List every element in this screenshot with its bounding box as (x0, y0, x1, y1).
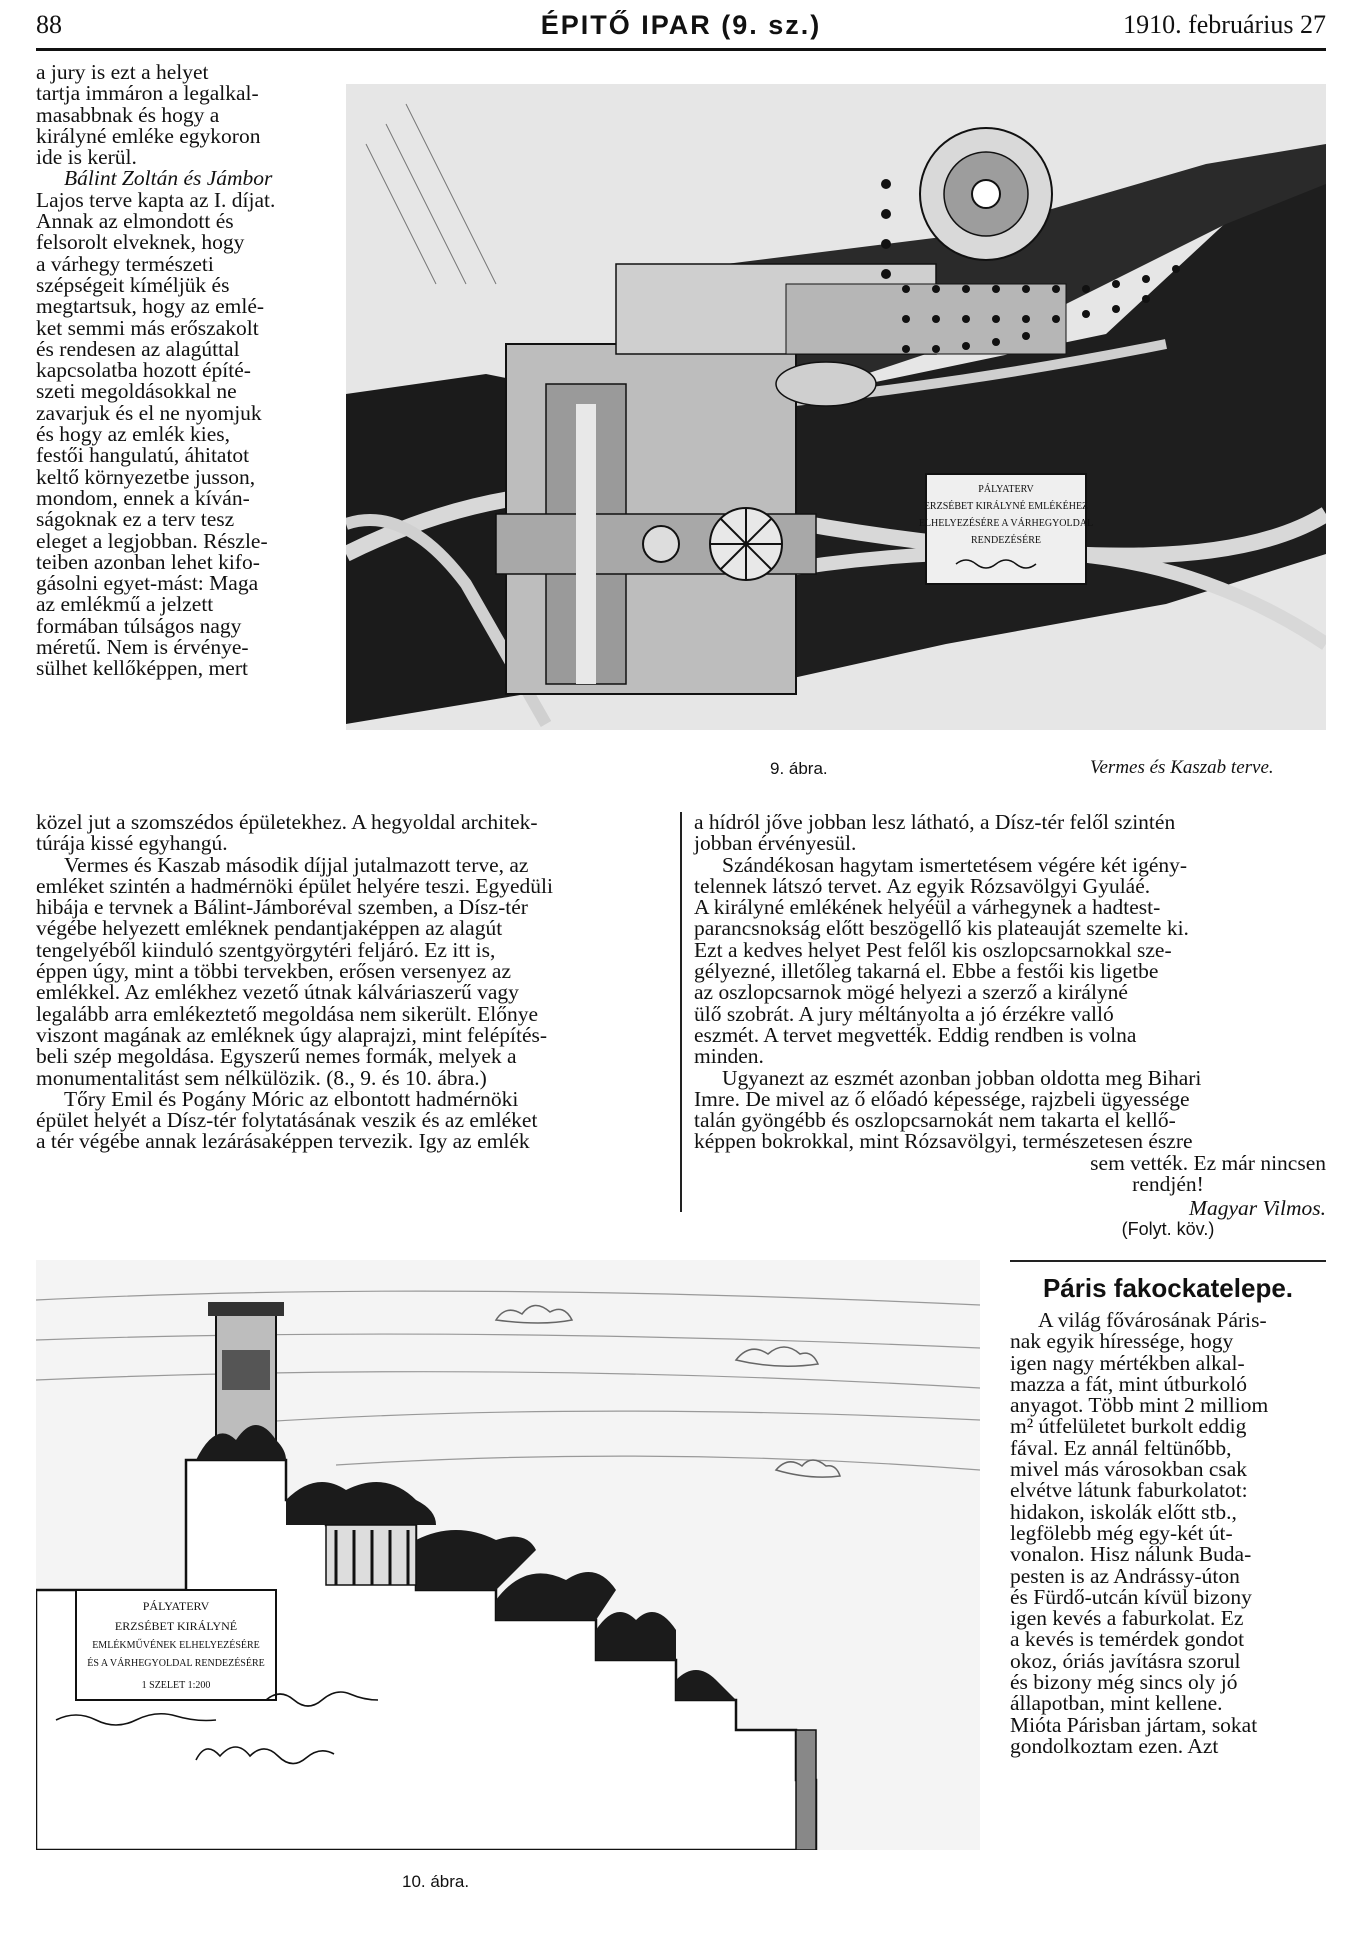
text-line: vonalon. Hisz nálunk Buda- (1010, 1542, 1252, 1567)
site-plan-drawing (346, 84, 1326, 730)
article-title: Páris fakockatelepe. (1042, 1273, 1294, 1303)
text-line: a jury is ezt a helyet (36, 60, 209, 84)
elevation-drawing (36, 1260, 980, 1850)
text-line: a várhegy természeti (36, 251, 214, 276)
text-line: A királyné emlékének helyéül a várhegynek a hadtest- (694, 895, 1161, 920)
text-line: megtartsuk, hogy az emlé- (36, 294, 265, 319)
text-line: szeti megoldásokkal ne (36, 379, 237, 404)
text-line: eleget a legjobban. Részle- (36, 528, 268, 553)
text-line: mazza a fát, mint útburkoló (1010, 1371, 1248, 1396)
text-line: Vermes és Kaszab második díjjal jutalmazott terve, az (64, 852, 529, 877)
paris-article-body (1010, 1310, 1326, 1757)
text-line: hibája e tervnek a Bálint-Jámboréval szemben, a Dísz-tér (36, 895, 528, 920)
text-line: a tér végébe annak lezárásaképpen tervezik. Igy az emlék (36, 1129, 530, 1154)
figure-10-number: 10. ábra. (402, 1872, 470, 1891)
text-line: kapcsolatba hozott építé- (36, 358, 251, 383)
author-signature: Magyar Vilmos. (1189, 1195, 1326, 1220)
text-line: m² útfelületet burkolt eddig (1010, 1414, 1247, 1439)
text-line: Ugyanezt az eszmét azonban jobban oldotta meg Bihari (722, 1065, 1202, 1090)
text-line: viszont magának az emléknek úgy alaprajzi, mint felépítés- (36, 1022, 548, 1047)
text-line: ide is kerül. (36, 145, 137, 170)
text-line: sülhet kellőképpen, mert (36, 656, 248, 681)
left-column-wide (36, 812, 668, 1153)
text-line: keltő környezetbe jusson, (36, 464, 256, 489)
text-line: nak egyik híressége, hogy (1010, 1329, 1234, 1354)
text-line: tengelyéből kiinduló szentgyörgytéri feljáró. Ez itt is, (36, 937, 496, 962)
text-line: közel jut a szomszédos épületekhez. A hegyoldal architek- (36, 810, 538, 834)
text-line: formában túlságos nagy (36, 613, 242, 638)
text-line: rendjén! (1132, 1172, 1204, 1197)
text-line: felsorolt elveknek, hogy (36, 230, 245, 255)
text-line: és hogy az emlék kies, (36, 422, 231, 447)
text-line: igen kevés a faburkolat. Ez (1010, 1606, 1244, 1631)
figure-10-elevation (36, 1260, 980, 1850)
text-line: zavarjuk és el ne nyomjuk (36, 400, 262, 425)
text-line: éppen úgy, mint a többi tervekben, erősen versenyez az (36, 959, 512, 984)
text-line: Tőry Emil és Pogány Móric az elbontott hadmérnöki (64, 1086, 519, 1111)
right-column-end (1010, 1153, 1326, 1240)
plan-label-line: ERZSÉBET KIRÁLYNÉ EMLÉKÉHEZ (923, 501, 1089, 512)
text-line: legfölebb még egy-két út- (1010, 1520, 1233, 1545)
elevation-label-line: EMLÉKMŰVÉNEK ELHELYEZÉSÉRE (92, 1640, 260, 1651)
text-line: tartja immáron a legalkal- (36, 81, 259, 106)
text-line: Annak az elmondott és (36, 209, 234, 234)
text-line: Lajos terve kapta az I. díjat. (36, 187, 276, 212)
text-line: masabbnak és hogy a (36, 102, 220, 127)
text-line: az oszlopcsarnok mögé helyezi a szerző a királyné (694, 980, 1128, 1005)
text-line: hidakon, iskolák előtt stb., (1010, 1499, 1237, 1524)
text-line: és bizony még sincs oly jó (1010, 1670, 1238, 1695)
plan-label-line: RENDEZÉSÉRE (971, 535, 1041, 546)
journal-title: ÉPITŐ IPAR (9. sz.) (540, 10, 822, 40)
text-line: Ezt a kedves helyet Pest felől kis oszlopcsarnokkal sze- (694, 937, 1172, 962)
header-rule (36, 48, 1326, 51)
figure-9-number: 9. ábra. (770, 759, 828, 778)
text-line: ságoknak ez a terv tesz (36, 507, 235, 532)
left-column-narrow (36, 62, 310, 680)
text-line: beli szép megoldása. Egyszerű nemes formák, melyek a (36, 1044, 517, 1069)
text-line: méretű. Nem is érvénye- (36, 635, 249, 660)
text-line: elvétve látunk faburkolatot: (1010, 1478, 1248, 1503)
text-line: épület helyét a Dísz-tér folytatásának veszik és az emléket (36, 1108, 538, 1133)
text-line: legalább arra emlékeztető megoldása nem sikerült. Előnye (36, 1001, 539, 1026)
right-column (694, 812, 1326, 1153)
elevation-label-line: ERZSÉBET KIRÁLYNÉ (114, 1619, 238, 1633)
text-line: Imre. De mivel az ő előadó képessége, rajzbeli ügyessége (694, 1086, 1190, 1111)
page-number: 88 (36, 10, 62, 39)
text-line: a hídról jőve jobban lesz látható, a Dísz-tér felől szintén (694, 810, 1176, 834)
text-line: anyagot. Több mint 2 milliom (1010, 1393, 1269, 1418)
figure-9-site-plan (346, 84, 1326, 730)
text-line: talán gyöngébb és oszlopcsarnokát nem takarta el kellő- (694, 1108, 1176, 1133)
issue-date: 1910. februárius 27 (1123, 10, 1326, 39)
text-line: Szándékosan hagytam ismertetésem végére két igény- (722, 852, 1188, 877)
text-line: fával. Ez annál feltünőbb, (1010, 1435, 1232, 1460)
elevation-label-line: PÁLYATERV (142, 1599, 210, 1613)
text-line: végébe helyezett emléknek pendantjaképpen az alagút (36, 916, 503, 941)
text-line: sem vették. Ez már nincsen (1090, 1151, 1326, 1175)
continued-note: (Folyt. köv.) (1121, 1218, 1215, 1239)
text-line: jobban érvényesül. (694, 831, 857, 856)
text-line: monumentalitást sem nélkülözik. (8., 9. és 10. ábra.) (36, 1065, 487, 1090)
elevation-label-line: 1 SZELET 1:200 (141, 1680, 211, 1691)
text-line: és Fürdő-utcán kívül bizony (1010, 1584, 1252, 1609)
text-line: gondolkoztam ezen. Azt (1010, 1733, 1219, 1758)
text-line: okoz, óriás javításra szorul (1010, 1648, 1241, 1673)
text-line: emléket szintén a hadmérnöki épület helyére teszi. Egyedüli (36, 873, 553, 898)
text-line: az emlékmű a jelzett (36, 592, 214, 617)
text-line: képpen bokrokkal, mint Rózsavölgyi, természetesen észre (694, 1129, 1193, 1154)
text-line: parancsnokság előtt beszögellő kis plateauját szemelte ki. (694, 916, 1189, 941)
text-line: királyné emléke egykoron (36, 123, 261, 148)
text-line: ket semmi más erőszakolt (36, 315, 259, 340)
text-line: emlékkel. Az emlékhez vezető útnak kálváriaszerű vagy (36, 980, 519, 1005)
plan-label-line: PÁLYATERV (978, 484, 1034, 495)
page-header (36, 10, 1326, 50)
text-line: gélyezné, illetőleg takarná el. Ebbe a festői kis ligetbe (694, 959, 1159, 984)
elevation-label-line: ÉS A VÁRHEGYOLDAL RENDEZÉSÉRE (87, 1658, 265, 1669)
text-line: a kevés is temérdek gondot (1010, 1627, 1245, 1652)
text-line: pesten is az Andrássy-úton (1010, 1563, 1240, 1588)
text-line: túrája kissé egyhangú. (36, 831, 228, 856)
text-line: mondom, ennek a kíván- (36, 485, 250, 510)
text-line: igen nagy mértékben alkal- (1010, 1350, 1245, 1375)
text-line: Bálint Zoltán és Jámbor (64, 166, 273, 191)
column-divider (680, 812, 682, 1212)
text-line: állapotban, mint kellene. (1010, 1691, 1223, 1716)
plan-label-line: ELHELYEZÉSÉRE A VÁRHEGYOLDAL (918, 518, 1094, 529)
text-line: eszmét. A tervet megvették. Eddig rendben is volna (694, 1022, 1137, 1047)
text-line: minden. (694, 1044, 764, 1069)
section-divider (1010, 1260, 1326, 1262)
text-line: telennek látszó tervet. Az egyik Rózsavölgyi Gyuláé. (694, 873, 1151, 898)
text-line: és rendesen az alagúttal (36, 336, 240, 361)
text-line: ülő szobrát. A jury méltányolta a jó érzékre valló (694, 1001, 1114, 1026)
text-line: festői hangulatú, áhitatot (36, 443, 250, 468)
text-line: mivel más városokban csak (1010, 1457, 1248, 1482)
text-line: szépségeit kíméljük és (36, 272, 230, 297)
text-line: A világ fővárosának Páris- (1038, 1308, 1267, 1332)
figure-9-caption: Vermes és Kaszab terve. (1090, 757, 1274, 778)
text-line: teiben azonban lehet kifo- (36, 549, 260, 574)
text-line: gásolni egyet-mást: Maga (36, 571, 259, 596)
text-line: Mióta Párisban jártam, sokat (1010, 1712, 1258, 1737)
